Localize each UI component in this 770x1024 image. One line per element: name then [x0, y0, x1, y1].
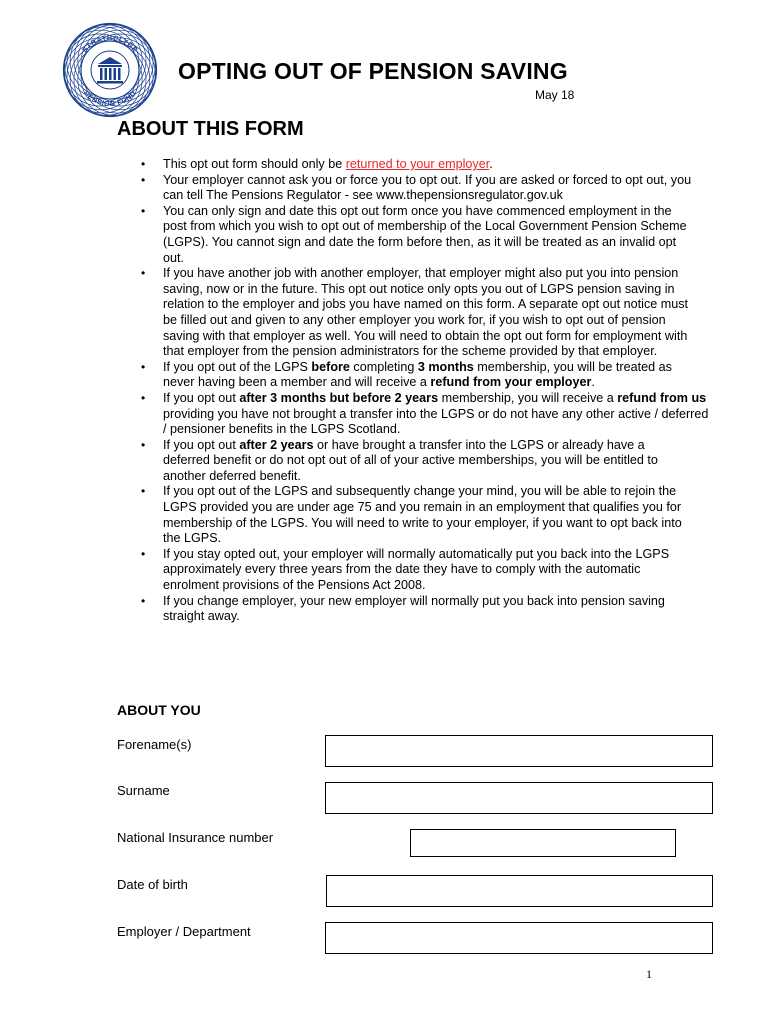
pension-fund-seal-icon: [62, 22, 158, 118]
bullet-text: or have brought a transfer into the LGPS or already have a deferred benefit or do not opt out of all of your active memberships, you will be entitled to another deferred benefit.: [163, 437, 658, 483]
bullet-text: membership, you will be treated as never having been a member and will receive a: [163, 359, 672, 390]
bullet-text: If you have another job with another employer, that employer might also put you into pension saving, now or in the future. This opt out notice only opts you out of LGPS pension saving in relation to the employer and jobs you have named on this form. A separate opt out notice must be filled out and given to any other employer you work for, if you wish to opt out of pension saving with that employer as well. You will need to obtain the opt out form for employment with that employer from the pension administrators for the scheme provided by that employer.: [163, 266, 689, 359]
bullet-text: If you change employer, your new employer will normally put you back into pension saving straight away.: [163, 593, 665, 624]
pension-fund-logo: [62, 22, 158, 118]
forename-field[interactable]: [325, 735, 713, 767]
bullet-text: .: [489, 157, 493, 171]
bullet-item: [163, 173, 693, 204]
about-form-heading: ABOUT THIS FORM: [117, 118, 304, 140]
logo-bottom-text: PENSION FUND: [82, 90, 138, 109]
bold-text: refund from us: [617, 390, 707, 405]
bullet-item: [163, 547, 693, 594]
ni-number-field[interactable]: [410, 829, 676, 857]
logo-top-text: STRATHCLYDE: [81, 34, 139, 55]
employer-department-label: Employer / Department: [117, 924, 251, 939]
bullet-text: If you opt out: [163, 437, 240, 452]
bullet-item: [163, 391, 713, 438]
bold-text: refund from your employer: [430, 375, 592, 390]
about-you-heading: ABOUT YOU: [117, 702, 201, 718]
document-title: OPTING OUT OF PENSION SAVING: [178, 58, 568, 84]
bullet-item: [163, 204, 693, 266]
bold-text: 3 months: [417, 359, 474, 374]
forename-label: Forename(s): [117, 737, 192, 752]
bullet-text: If you opt out of the LGPS: [163, 359, 312, 374]
date-of-birth-label: Date of birth: [117, 877, 188, 892]
bullet-item: [163, 360, 693, 391]
bullet-item: [163, 266, 693, 360]
bullet-text: This opt out form should only be: [163, 157, 346, 171]
page-number: 1: [646, 967, 652, 981]
date-of-birth-field[interactable]: [326, 875, 713, 907]
about-form-bullet-list: [163, 157, 709, 625]
bullet-item: [163, 484, 693, 546]
bullet-text: providing you have not brought a transfer into the LGPS or do not have any other active / deferred / pensioner benefits in the LGPS Scotland.: [163, 406, 709, 437]
bullet-item: [163, 438, 693, 485]
bullet-text: If you opt out: [163, 390, 240, 405]
bullet-text: If you opt out of the LGPS and subsequently change your mind, you will be able to rejoin the LGPS provided you are under age 75 and you remain in an employment that qualifies you for membership of the LGPS. You will need to write to your employer, if you want to opt back into the LGPS.: [163, 484, 682, 546]
bullet-item: [163, 594, 693, 625]
bullet-text: .: [591, 375, 595, 390]
ni-number-label: National Insurance number: [117, 830, 274, 845]
bold-text: after 2 years: [239, 437, 314, 452]
surname-field[interactable]: [325, 782, 713, 814]
bold-text: after 3 months but before 2 years: [239, 390, 439, 405]
surname-label: Surname: [117, 783, 170, 798]
return-to-employer-link: returned to your employer: [345, 157, 490, 171]
bullet-text: completing: [349, 359, 418, 374]
bullet-text: If you stay opted out, your employer will normally automatically put you back into the LGPS approximately every three years from the date they have to comply with the automatic enrolment provisions of the Pensions Act 2008.: [163, 546, 670, 593]
employer-department-field[interactable]: [325, 922, 713, 954]
document-date: May 18: [535, 88, 575, 102]
bullet-text: membership, you will receive a: [438, 390, 618, 405]
bullet-text: You can only sign and date this opt out form once you have commenced employment in the post from which you wish to opt out of membership of the Local Government Pension Scheme (LGPS). You cannot sign and date the form before then, as it will be treated as an invalid opt out.: [163, 203, 687, 265]
bullet-text: Your employer cannot ask you or force you to opt out. If you are asked or forced to opt out, you can tell The Pensions Regulator - see www.thepensionsregulator.gov.uk: [163, 172, 692, 203]
bullet-item: [163, 157, 693, 173]
bold-text: before: [311, 359, 350, 374]
